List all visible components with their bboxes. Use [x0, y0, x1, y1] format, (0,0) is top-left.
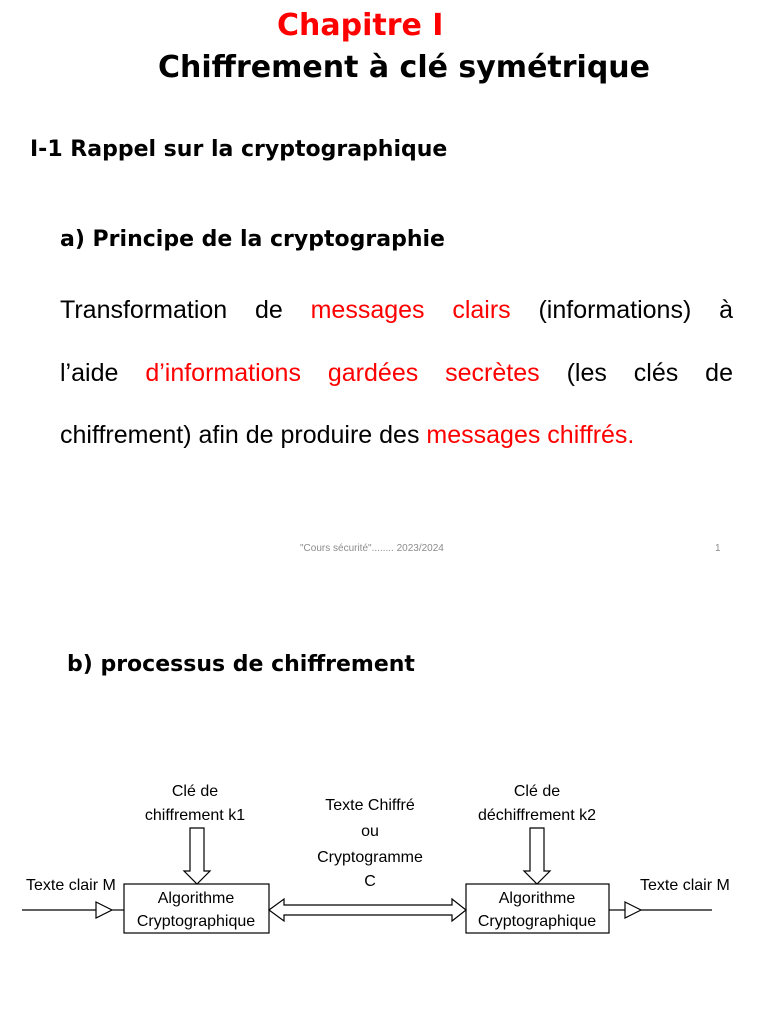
subsection-a-heading: a) Principe de la cryptographie [60, 227, 445, 252]
encryption-process-diagram [0, 760, 768, 960]
subsection-b-heading: b) processus de chiffrement [67, 652, 415, 677]
paragraph-text: l’aide [60, 359, 146, 387]
paragraph-text: (informations) à [510, 296, 733, 324]
input-arrow-icon [96, 902, 112, 918]
output-label: Texte clair M [640, 877, 730, 894]
key1-down-arrow-icon [184, 828, 210, 884]
key1-label-line1: Clé de [171, 783, 219, 800]
highlight-messages-clairs: messages clairs [310, 296, 511, 324]
double-arrow-icon [269, 899, 466, 921]
cipher-label-line1: Texte Chiffré [325, 797, 415, 814]
highlight-messages-chiffres: messages chiffrés. [426, 421, 635, 449]
footer-text: "Cours sécurité"........ 2023/2024 [300, 543, 444, 554]
box1-label-line1: Algorithme [157, 890, 235, 907]
cipher-label-line4: C [364, 873, 376, 890]
key2-label-line1: Clé de [513, 783, 561, 800]
box2-label-line2: Cryptographique [477, 913, 597, 930]
input-label: Texte clair M [26, 877, 116, 894]
section-heading: I-1 Rappel sur la cryptographique [30, 137, 448, 162]
key2-label-line2: déchiffrement k2 [478, 807, 596, 824]
cipher-label-line3: Cryptogramme [317, 849, 423, 866]
paragraph-text: Transformation de [60, 296, 311, 324]
box1-label-line2: Cryptographique [136, 913, 256, 930]
paragraph-text: (les clés de [539, 359, 733, 387]
paragraph-line-2 [60, 358, 733, 388]
chapter-title: Chapitre I [277, 8, 444, 43]
paragraph-text: chiffrement) afin de produire des [60, 421, 427, 449]
key2-down-arrow-icon [524, 828, 550, 884]
highlight-informations-secretes: d’informations gardées secrètes [145, 359, 540, 387]
paragraph-line-1 [60, 295, 733, 325]
cipher-label-line2: ou [361, 823, 379, 840]
chapter-subtitle: Chiffrement à clé symétrique [158, 50, 651, 85]
key1-label-line2: chiffrement k1 [144, 807, 246, 824]
page-number: 1 [715, 543, 721, 554]
output-arrow-icon [625, 902, 641, 918]
paragraph-line-3 [60, 420, 733, 450]
box2-label-line1: Algorithme [498, 890, 576, 907]
